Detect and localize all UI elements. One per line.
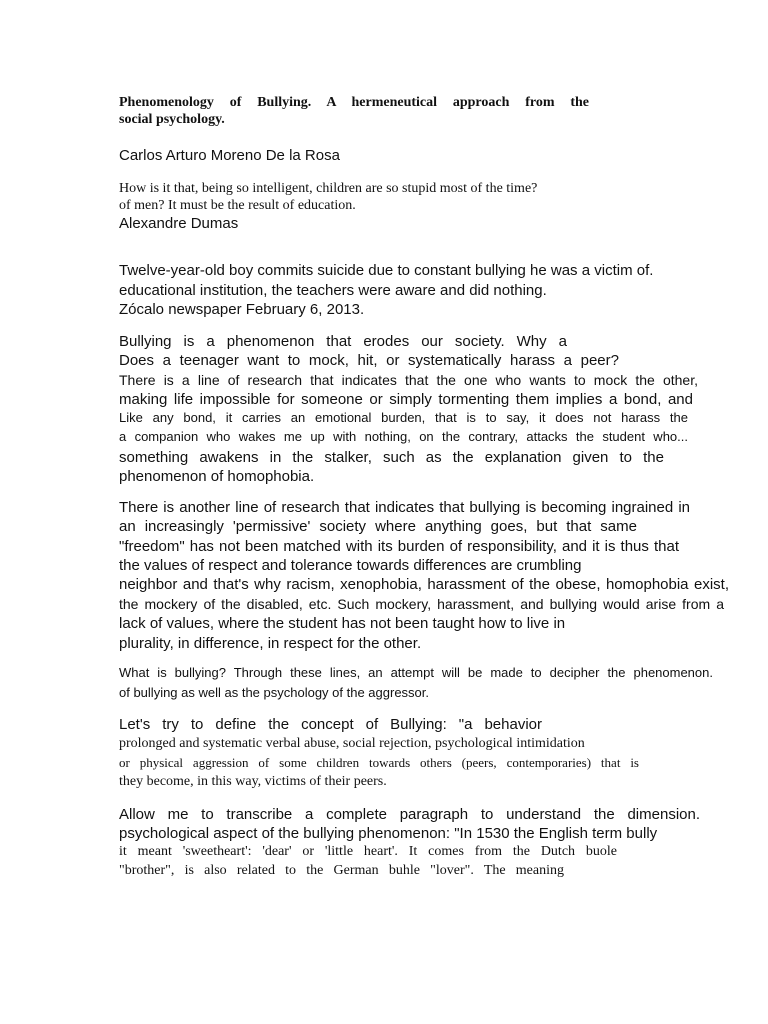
para2-line-6: the mockery of the disabled, etc. Such mockery, harassment, and bullying would arise from a [119, 596, 724, 612]
para1-line-2: Does a teenager want to mock, hit, or systematically harass a peer? [119, 352, 619, 369]
para3-line-1: What is bullying? Through these lines, an attempt will be made to decipher the phenomenon. [119, 665, 713, 680]
para1-line-4: making life impossible for someone or simply tormenting them implies a bond, and [119, 391, 693, 408]
para2-line-8: plurality, in difference, in respect for the other. [119, 635, 422, 652]
news-quote-line-2: educational institution, the teachers were aware and did nothing. [119, 282, 547, 299]
para5-line-3: it meant 'sweetheart': 'dear' or 'little heart'. It comes from the Dutch buole [119, 844, 617, 859]
para1-line-1: Bullying is a phenomenon that erodes our society. Why a [119, 333, 567, 350]
para1-line-5: Like any bond, it carries an emotional burden, that is to say, it does not harass the [119, 410, 688, 425]
author-name: Carlos Arturo Moreno De la Rosa [119, 147, 340, 164]
para2-line-2: an increasingly 'permissive' society where anything goes, but that same [119, 518, 637, 535]
para5-line-2: psychological aspect of the bullying phenomenon: "In 1530 the English term bully [119, 825, 658, 842]
para2-line-1: There is another line of research that indicates that bullying is becoming ingrained in [119, 499, 690, 516]
para4-line-2: prolonged and systematic verbal abuse, social rejection, psychological intimidation [119, 736, 585, 751]
news-quote-source: Zócalo newspaper February 6, 2013. [119, 301, 365, 318]
para2-line-4: the values of respect and tolerance towards differences are crumbling [119, 557, 582, 574]
para3-line-2: of bullying as well as the psychology of the aggressor. [119, 685, 430, 700]
para1-line-7: something awakens in the stalker, such as the explanation given to the [119, 449, 664, 466]
epigraph-line-2: of men? It must be the result of education. [119, 198, 356, 213]
para2-line-5: neighbor and that's why racism, xenophobia, harassment of the obese, homophobia exist, [119, 576, 729, 593]
epigraph-attribution: Alexandre Dumas [119, 215, 239, 232]
para5-line-4: "brother", is also related to the German buhle "lover". The meaning [119, 863, 564, 878]
para1-line-6: a companion who wakes me up with nothing, on the contrary, attacks the student who... [119, 429, 688, 444]
epigraph-line-1: How is it that, being so intelligent, children are so stupid most of the time? [119, 181, 538, 196]
para1-line-3: There is a line of research that indicates that the one who wants to mock the other, [119, 372, 698, 388]
news-quote-line-1: Twelve-year-old boy commits suicide due to constant bullying he was a victim of. [119, 262, 654, 279]
document-title-line-2: social psychology. [119, 112, 225, 127]
document-title-line-1: Phenomenology of Bullying. A hermeneutical approach from the [119, 95, 589, 110]
para4-line-4: they become, in this way, victims of their peers. [119, 774, 387, 789]
para4-line-1: Let's try to define the concept of Bullying: "a behavior [119, 716, 542, 733]
para5-line-1: Allow me to transcribe a complete paragraph to understand the dimension. [119, 806, 700, 823]
para2-line-7: lack of values, where the student has not been taught how to live in [119, 615, 566, 632]
para1-line-8: phenomenon of homophobia. [119, 468, 315, 485]
para2-line-3: "freedom" has not been matched with its burden of responsibility, and it is thus that [119, 538, 679, 555]
para4-line-3: or physical aggression of some children towards others (peers, contemporaries) that is [119, 755, 639, 770]
